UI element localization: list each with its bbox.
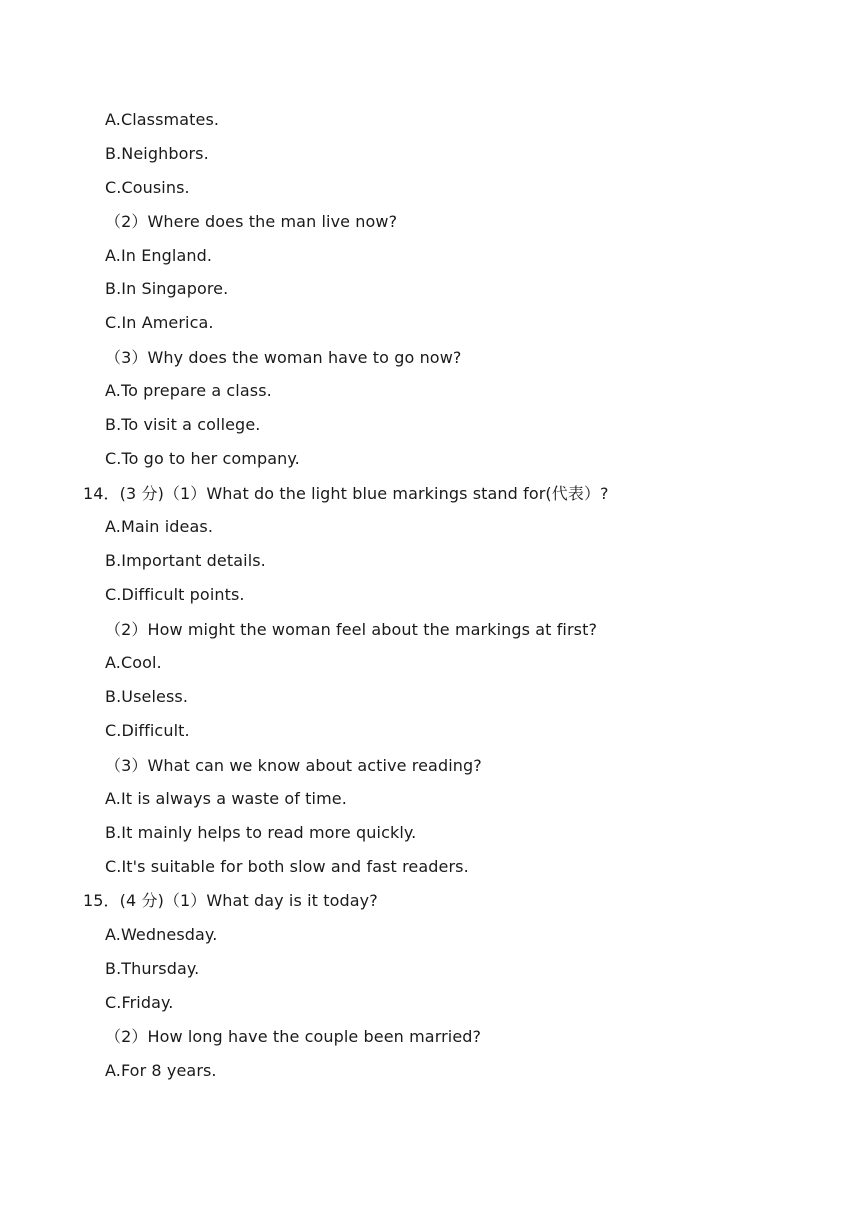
option-13-2-b: B.In Singapore.: [105, 279, 229, 298]
question-15-2: （2）How long have the couple been married?: [105, 1027, 482, 1046]
question-13-2: （2）Where does the man live now?: [105, 212, 398, 231]
option-14-3-c: C.It's suitable for both slow and fast readers.: [105, 857, 469, 876]
option-14-2-c: C.Difficult.: [105, 721, 190, 740]
option-13-1-a: A.Classmates.: [105, 110, 220, 129]
option-14-3-a: A.It is always a waste of time.: [105, 789, 347, 808]
option-15-2-a: A.For 8 years.: [105, 1061, 217, 1080]
option-15-1-b: B.Thursday.: [105, 959, 200, 978]
option-14-2-b: B.Useless.: [105, 687, 188, 706]
option-13-2-c: C.In America.: [105, 313, 214, 332]
question-15-1: 15．(4 分)（1）What day is it today?: [83, 891, 378, 910]
option-14-1-c: C.Difficult points.: [105, 585, 245, 604]
question-13-3: （3）Why does the woman have to go now?: [105, 348, 462, 367]
option-13-3-a: A.To prepare a class.: [105, 381, 272, 400]
option-14-1-b: B.Important details.: [105, 551, 266, 570]
option-15-1-c: C.Friday.: [105, 993, 174, 1012]
option-13-2-a: A.In England.: [105, 246, 213, 265]
question-14-1: 14．(3 分)（1）What do the light blue markings stand for(代表）?: [83, 484, 609, 503]
option-13-1-b: B.Neighbors.: [105, 144, 209, 163]
option-14-2-a: A.Cool.: [105, 653, 162, 672]
question-14-2: （2）How might the woman feel about the markings at first?: [105, 620, 598, 639]
option-13-3-b: B.To visit a college.: [105, 415, 261, 434]
option-14-1-a: A.Main ideas.: [105, 517, 214, 536]
option-13-3-c: C.To go to her company.: [105, 449, 300, 468]
question-14-3: （3）What can we know about active reading?: [105, 756, 482, 775]
option-13-1-c: C.Cousins.: [105, 178, 190, 197]
option-14-3-b: B.It mainly helps to read more quickly.: [105, 823, 417, 842]
option-15-1-a: A.Wednesday.: [105, 925, 218, 944]
